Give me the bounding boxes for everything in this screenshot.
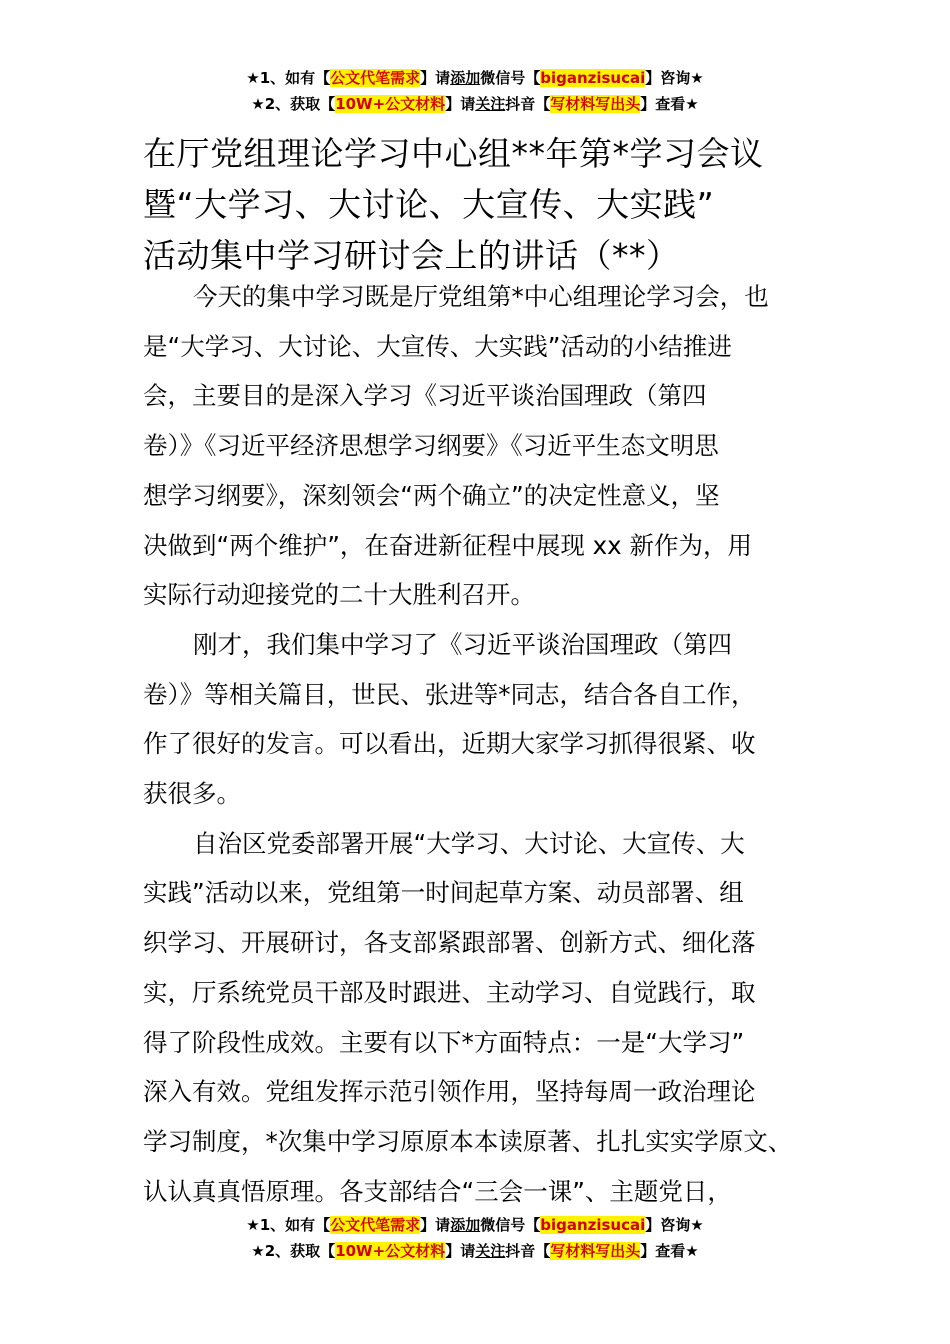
- banner-text: 】请: [420, 1216, 451, 1234]
- text-line: 决做到“两个维护”，在奋进新征程中展现 xx 新作为，用: [143, 530, 752, 560]
- highlighted-text: 写材料写出头: [550, 95, 641, 113]
- banner-text: ★2、获取【: [251, 1242, 336, 1260]
- text-line: 实，厅系统党员干部及时跟进、主动学习、自觉践行，取: [143, 977, 756, 1007]
- text-line: 是“大学习、大讨论、大宣传、大实践”活动的小结推进: [143, 331, 732, 361]
- underlined-text: 添加: [450, 1216, 481, 1234]
- text-line: 卷）》《习近平经济思想学习纲要》《习近平生态文明思: [143, 431, 719, 461]
- top-banner: [0, 65, 950, 117]
- banner-text: 抖音【: [505, 1242, 551, 1260]
- text-line: 织学习、开展研讨，各支部紧跟部署、创新方式、细化落: [143, 928, 756, 958]
- highlighted-text: biganzisucai: [540, 69, 646, 87]
- text-line: 想学习纲要》，深刻领会“两个确立”的决定性意义，坚: [143, 480, 720, 510]
- text-line: 学习制度，*次集中学习原原本本读原著、扎扎实实学原文、: [143, 1126, 793, 1156]
- bottom-banner: [0, 1212, 950, 1264]
- text-line: 会，主要目的是深入学习《习近平谈治国理政（第四: [143, 381, 707, 411]
- highlighted-text: 10W+公文材料: [335, 95, 446, 113]
- text-line: 获很多。: [143, 779, 241, 809]
- highlighted-text: 写材料写出头: [550, 1242, 641, 1260]
- underlined-text: 关注: [475, 1242, 506, 1260]
- banner-text: ★2、获取【: [251, 95, 336, 113]
- banner-text: 】请: [420, 69, 451, 87]
- text-line: 深入有效。党组发挥示范引领作用，坚持每周一政治理论: [143, 1077, 756, 1107]
- paragraph: [143, 620, 813, 819]
- banner-text: 微信号【: [480, 1216, 541, 1234]
- highlighted-text: 公文代笔需求: [330, 1216, 421, 1234]
- banner-text: ★1、如有【: [246, 1216, 331, 1234]
- text-line: 卷）》等相关篇目，世民、张进等*同志，结合各自工作，: [143, 679, 756, 709]
- paragraph: [143, 272, 813, 620]
- text-line: 自治区党委部署开展“大学习、大讨论、大宣传、大: [193, 828, 745, 858]
- document-body: [143, 272, 813, 1216]
- text-line: 作了很好的发言。可以看出，近期大家学习抓得很紧、收: [143, 729, 756, 759]
- banner-text: ★1、如有【: [246, 69, 331, 87]
- banner-text: 抖音【: [505, 95, 551, 113]
- banner-line-2: [0, 91, 950, 117]
- title-line: 活动集中学习研讨会上的讲话（**）: [143, 236, 680, 275]
- banner-text: 】查看★: [640, 1242, 699, 1260]
- banner-text: 微信号【: [480, 69, 541, 87]
- banner-line-1: [0, 1212, 950, 1238]
- banner-text: 】请: [445, 95, 476, 113]
- title-line: 在厅党组理论学习中心组**年第*学习会议: [143, 134, 764, 173]
- banner-line-2: [0, 1238, 950, 1264]
- underlined-text: 添加: [450, 69, 481, 87]
- document-title: [143, 128, 813, 281]
- highlighted-text: 10W+公文材料: [335, 1242, 446, 1260]
- text-line: 刚才，我们集中学习了《习近平谈治国理政（第四: [193, 629, 732, 659]
- highlighted-text: 公文代笔需求: [330, 69, 421, 87]
- text-line: 今天的集中学习既是厅党组第*中心组理论学习会，也: [193, 282, 769, 311]
- banner-text: 】请: [445, 1242, 476, 1260]
- banner-line-1: [0, 65, 950, 91]
- banner-text: 】咨询★: [645, 69, 704, 87]
- text-line: 实践”活动以来，党组第一时间起草方案、动员部署、组: [143, 878, 744, 908]
- paragraph: [143, 819, 813, 1217]
- text-line: 得了阶段性成效。主要有以下*方面特点：一是“大学习”: [143, 1027, 745, 1057]
- underlined-text: 关注: [475, 95, 506, 113]
- text-line: 实际行动迎接党的二十大胜利召开。: [143, 580, 535, 610]
- banner-text: 】查看★: [640, 95, 699, 113]
- banner-text: 】咨询★: [645, 1216, 704, 1234]
- highlighted-text: biganzisucai: [540, 1216, 646, 1234]
- title-line: 暨“大学习、大讨论、大宣传、大实践”: [143, 185, 715, 224]
- text-line: 认认真真悟原理。各支部结合“三会一课”、主题党日，: [143, 1176, 732, 1206]
